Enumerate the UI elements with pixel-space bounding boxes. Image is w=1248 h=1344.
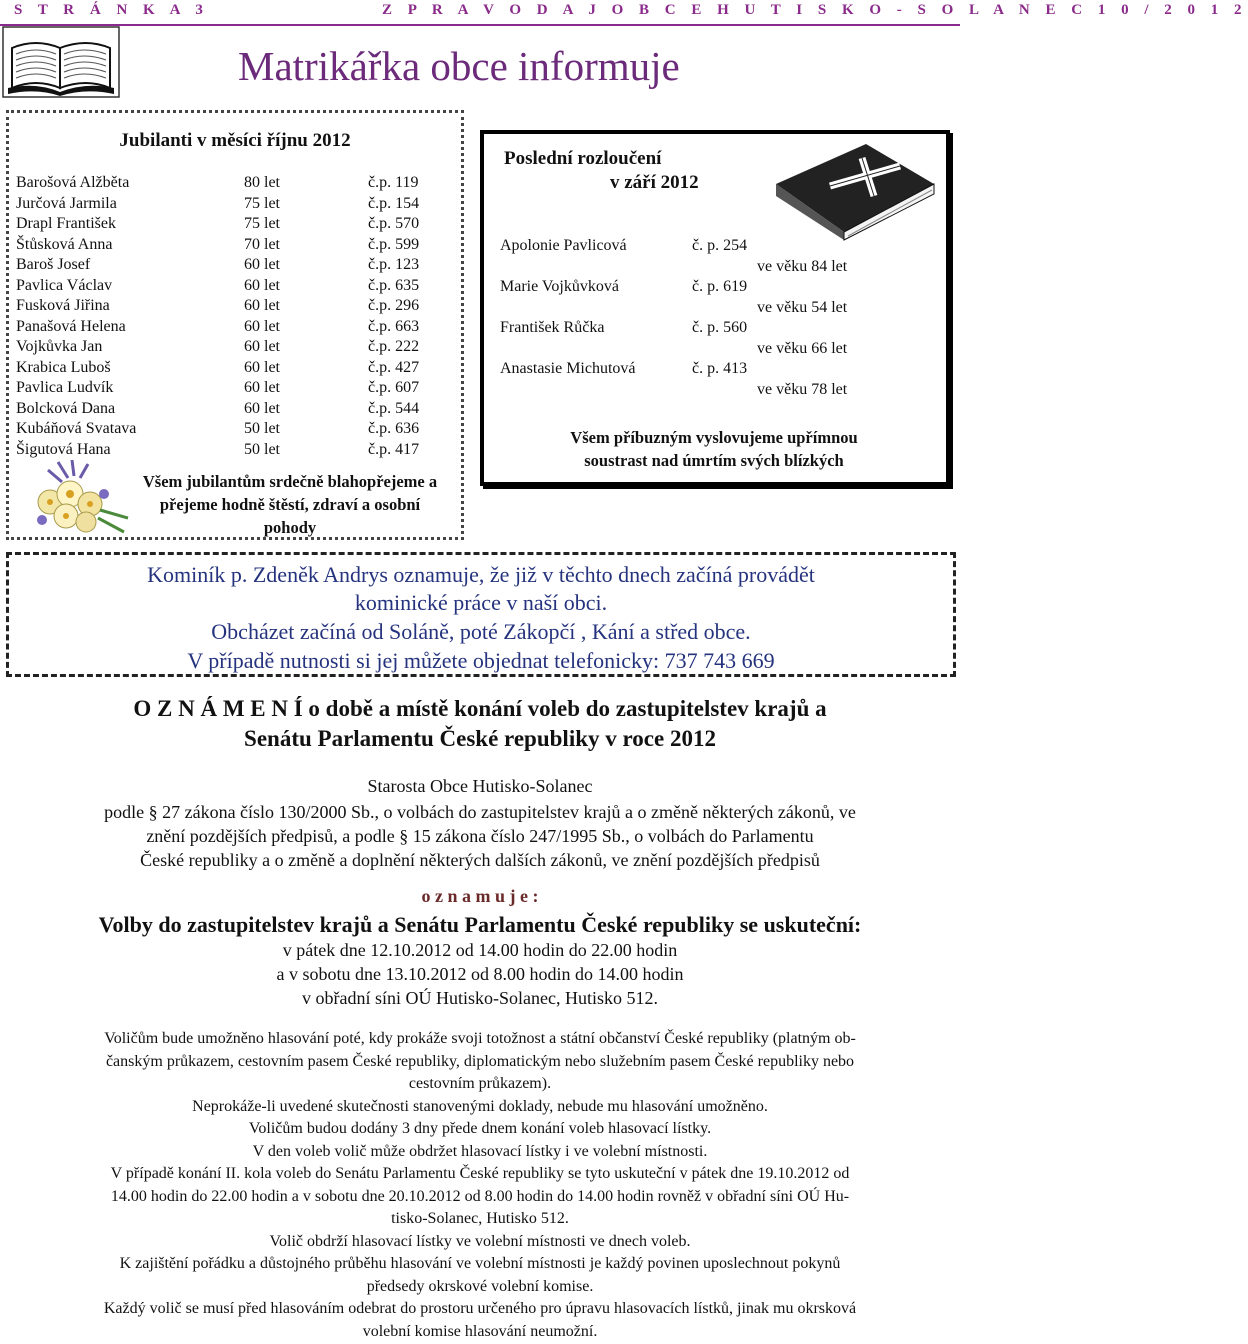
jubilant-house-number: č.p. 635 xyxy=(368,276,420,294)
jubilant-age: 60 let xyxy=(244,358,280,376)
chimney-line-4: V případě nutnosti si jej můžete objednat telefonicky: 737 743 669 xyxy=(187,648,775,673)
jubilants-title: Jubilanti v měsíci říjnu 2012 xyxy=(119,130,351,151)
jubilant-house-number: č.p. 222 xyxy=(368,338,420,355)
jubilant-age: 60 let xyxy=(244,379,280,396)
detail-line: Volič obdrží hlasovací lístky ve volební místnosti ve dnech voleb. xyxy=(269,1232,691,1250)
chimney-line-3: Obcházet začíná od Soláně, poté Zákopčí , Kání a střed obce. xyxy=(211,619,751,644)
jubilant-age: 70 let xyxy=(244,235,280,253)
deceased-name: Anastasie Michutová xyxy=(500,360,636,377)
announces-label: o z n a m u j e : xyxy=(421,886,539,906)
jubilants-greeting: Všem jubilantům srdečně blahopřejeme a přejeme hodně štěstí, zdraví a osobní pohody xyxy=(142,472,438,537)
deceased-name: František Růčka xyxy=(500,319,605,336)
jubilant-age: 75 let xyxy=(244,194,280,212)
deceased-age: ve věku 84 let xyxy=(757,258,848,275)
jubilant-row xyxy=(16,276,436,297)
jubilant-row xyxy=(16,194,436,215)
jubilant-name: Pavlica Ludvík xyxy=(16,379,114,396)
detail-line: K zajištění pořádku a důstojného průběhu hlasování ve volební místnosti je každý povinen uposlechnout pokynů xyxy=(119,1255,841,1272)
election-headline: Volby do zastupitelstev krajů a Senátu Parlamentu České republiky se uskuteční: xyxy=(98,912,862,937)
jubilant-name: Krabica Luboš xyxy=(16,358,111,376)
announcement-title-line-1: O Z N Á M E N Í o době a místě konání voleb do zastupitelstev krajů a xyxy=(133,696,827,721)
detail-line: Každý volič se musí před hlasováním odebrat do prostoru určeného pro úpravu hlasovacích lístků, jinak mu okrsková xyxy=(103,1300,857,1317)
bible-cross-icon xyxy=(770,140,938,240)
jubilant-name: Baroš Josef xyxy=(16,256,91,273)
jubilant-row xyxy=(16,378,436,399)
jubilant-house-number: č.p. 599 xyxy=(368,235,420,253)
jubilant-name: Fusková Jiřina xyxy=(16,297,110,314)
jubilant-age: 60 let xyxy=(244,276,280,294)
jubilant-age: 60 let xyxy=(244,297,280,314)
jubilant-age: 75 let xyxy=(244,215,280,232)
detail-line: 14.00 hodin do 22.00 hodin a v sobotu dne 20.10.2012 od 8.00 hodin do 14.00 hodin rovněž v obřadní síni OÚ Hu- xyxy=(110,1187,850,1205)
jubilant-age: 60 let xyxy=(244,256,280,273)
jubilant-row xyxy=(16,255,436,276)
jubilant-house-number: č.p. 119 xyxy=(368,174,419,191)
jubilant-house-number: č.p. 607 xyxy=(368,379,420,396)
condolence-message xyxy=(484,426,944,472)
election-date-2: a v sobotu dne 13.10.2012 od 8.00 hodin do 14.00 hodin xyxy=(276,964,684,984)
jubilant-name: Štůsková Anna xyxy=(16,235,113,253)
jubilant-age: 80 let xyxy=(244,174,280,191)
announcement-title-line-2: Senátu Parlamentu České republiky v roce 2012 xyxy=(244,726,716,751)
law-line-1: podle § 27 zákona číslo 130/2000 Sb., o volbách do zastupitelstev krajů a o změně některých zákonů, ve xyxy=(104,802,856,822)
jubilant-house-number: č.p. 123 xyxy=(368,256,420,273)
jubilant-age: 50 let xyxy=(244,420,280,437)
detail-line: tisko-Solanec, Hutisko 512. xyxy=(391,1210,569,1227)
deceased-house-number: č. p. 413 xyxy=(692,360,748,377)
chimney-line-1: Kominík p. Zdeněk Andrys oznamuje, že již v těchto dnech začíná provádět xyxy=(147,562,815,587)
detail-line: Neprokáže-li uvedené skutečnosti stanovenými doklady, nebude mu hlasování umožněno. xyxy=(192,1097,768,1115)
jubilant-house-number: č.p. 544 xyxy=(368,399,420,417)
open-book-icon xyxy=(2,26,120,98)
jubilant-name: Pavlica Václav xyxy=(16,276,113,294)
jubilant-name: Panašová Helena xyxy=(16,317,126,335)
jubilant-row xyxy=(16,440,436,461)
jubilant-row xyxy=(16,399,436,420)
jubilant-house-number: č.p. 663 xyxy=(368,317,420,335)
deceased-house-number: č. p. 254 xyxy=(692,237,748,254)
jubilant-row xyxy=(16,296,436,317)
chimney-line-2: kominické práce v naší obci. xyxy=(354,590,608,615)
deceased-house-number: č. p. 619 xyxy=(692,278,748,295)
jubilant-house-number: č.p. 570 xyxy=(368,215,420,232)
detail-line: Voličům budou dodány 3 dny přede dnem konání voleb hlasovací lístky. xyxy=(248,1120,712,1137)
election-date-1: v pátek dne 12.10.2012 od 14.00 hodin do 22.00 hodin xyxy=(282,940,678,960)
deceased-name: Apolonie Pavlicová xyxy=(500,237,627,254)
jubilant-name: Jurčová Jarmila xyxy=(16,194,117,212)
jubilant-house-number: č.p. 636 xyxy=(368,420,420,437)
detail-line: čanským průkazem, cestovním pasem České republiky, diplomatickým nebo služebním pasem České republiky nebo xyxy=(105,1052,855,1070)
deceased-age: ve věku 66 let xyxy=(757,340,848,357)
page-title: Matrikářka obce informuje xyxy=(238,43,680,89)
header-divider xyxy=(0,24,960,26)
jubilant-age: 60 let xyxy=(244,338,280,355)
jubilant-age: 60 let xyxy=(244,317,280,335)
deceased-name: Marie Vojkůvková xyxy=(500,278,619,295)
announcement-title xyxy=(0,694,960,754)
farewell-title: Poslední rozloučení xyxy=(504,148,662,169)
law-line-3: České republiky a o změně a doplnění některých dalších zákonů, ve znění pozdějších předpisů xyxy=(140,850,820,870)
deceased-age: ve věku 54 let xyxy=(757,299,848,316)
jubilant-house-number: č.p. 154 xyxy=(368,194,420,212)
jubilant-name: Drapl František xyxy=(16,215,116,232)
jubilant-name: Vojkůvka Jan xyxy=(16,338,103,355)
newsletter-title: Z P R A V O D A J O B C E H U T I S K O - S O L A N E C 1 0 / 2 0 1 2 xyxy=(382,2,1248,18)
jubilant-row xyxy=(16,419,436,440)
jubilant-name: Bolcková Dana xyxy=(16,399,116,417)
farewell-subtitle: v září 2012 xyxy=(610,172,699,193)
deceased-age: ve věku 78 let xyxy=(757,381,848,398)
detail-line: předsedy okrskové volební komise. xyxy=(366,1277,594,1295)
jubilant-name: Šigutová Hana xyxy=(16,440,111,458)
jubilant-age: 60 let xyxy=(244,399,280,417)
deceased-house-number: č. p. 560 xyxy=(692,319,748,336)
jubilant-row xyxy=(16,214,436,235)
jubilant-row xyxy=(16,317,436,338)
law-line-2: znění pozdějších předpisů, a podle § 15 zákona číslo 247/1995 Sb., o volbách do Parlamentu xyxy=(146,826,814,846)
condolence-line-2: soustrast nad úmrtím svých blízkých xyxy=(584,451,844,470)
detail-line: V den voleb volič může obdržet hlasovací lístky i ve volební místnosti. xyxy=(252,1142,708,1160)
flower-bouquet-icon xyxy=(28,458,146,538)
detail-line: cestovním průkazem). xyxy=(408,1075,552,1092)
jubilant-house-number: č.p. 417 xyxy=(368,440,420,458)
jubilant-row xyxy=(16,235,436,256)
jubilant-age: 50 let xyxy=(244,440,280,458)
jubilant-name: Kubáňová Svatava xyxy=(16,420,137,437)
detail-line: volební komise hlasování neumožní. xyxy=(362,1322,598,1340)
election-place: v obřadní síni OÚ Hutisko-Solanec, Hutisko 512. xyxy=(302,988,658,1008)
jubilant-house-number: č.p. 296 xyxy=(368,297,420,314)
jubilant-row xyxy=(16,337,436,358)
condolence-line-1: Všem příbuzným vyslovujeme upřímnou xyxy=(570,428,858,447)
page-number: S T R Á N K A 3 xyxy=(14,2,209,18)
mayor-line: Starosta Obce Hutisko-Solanec xyxy=(367,776,593,796)
jubilant-row xyxy=(16,173,436,194)
detail-line: Voličům bude umožněno hlasování poté, kdy prokáže svoji totožnost a státní občanství České republiky (platným ob- xyxy=(104,1030,856,1047)
jubilant-name: Barošová Alžběta xyxy=(16,174,130,191)
detail-line: V případě konání II. kola voleb do Senátu Parlamentu České republiky se tyto uskuteční v pátek dne 19.10.2012 od xyxy=(110,1165,850,1182)
jubilant-house-number: č.p. 427 xyxy=(368,358,420,376)
jubilant-row xyxy=(16,358,436,379)
